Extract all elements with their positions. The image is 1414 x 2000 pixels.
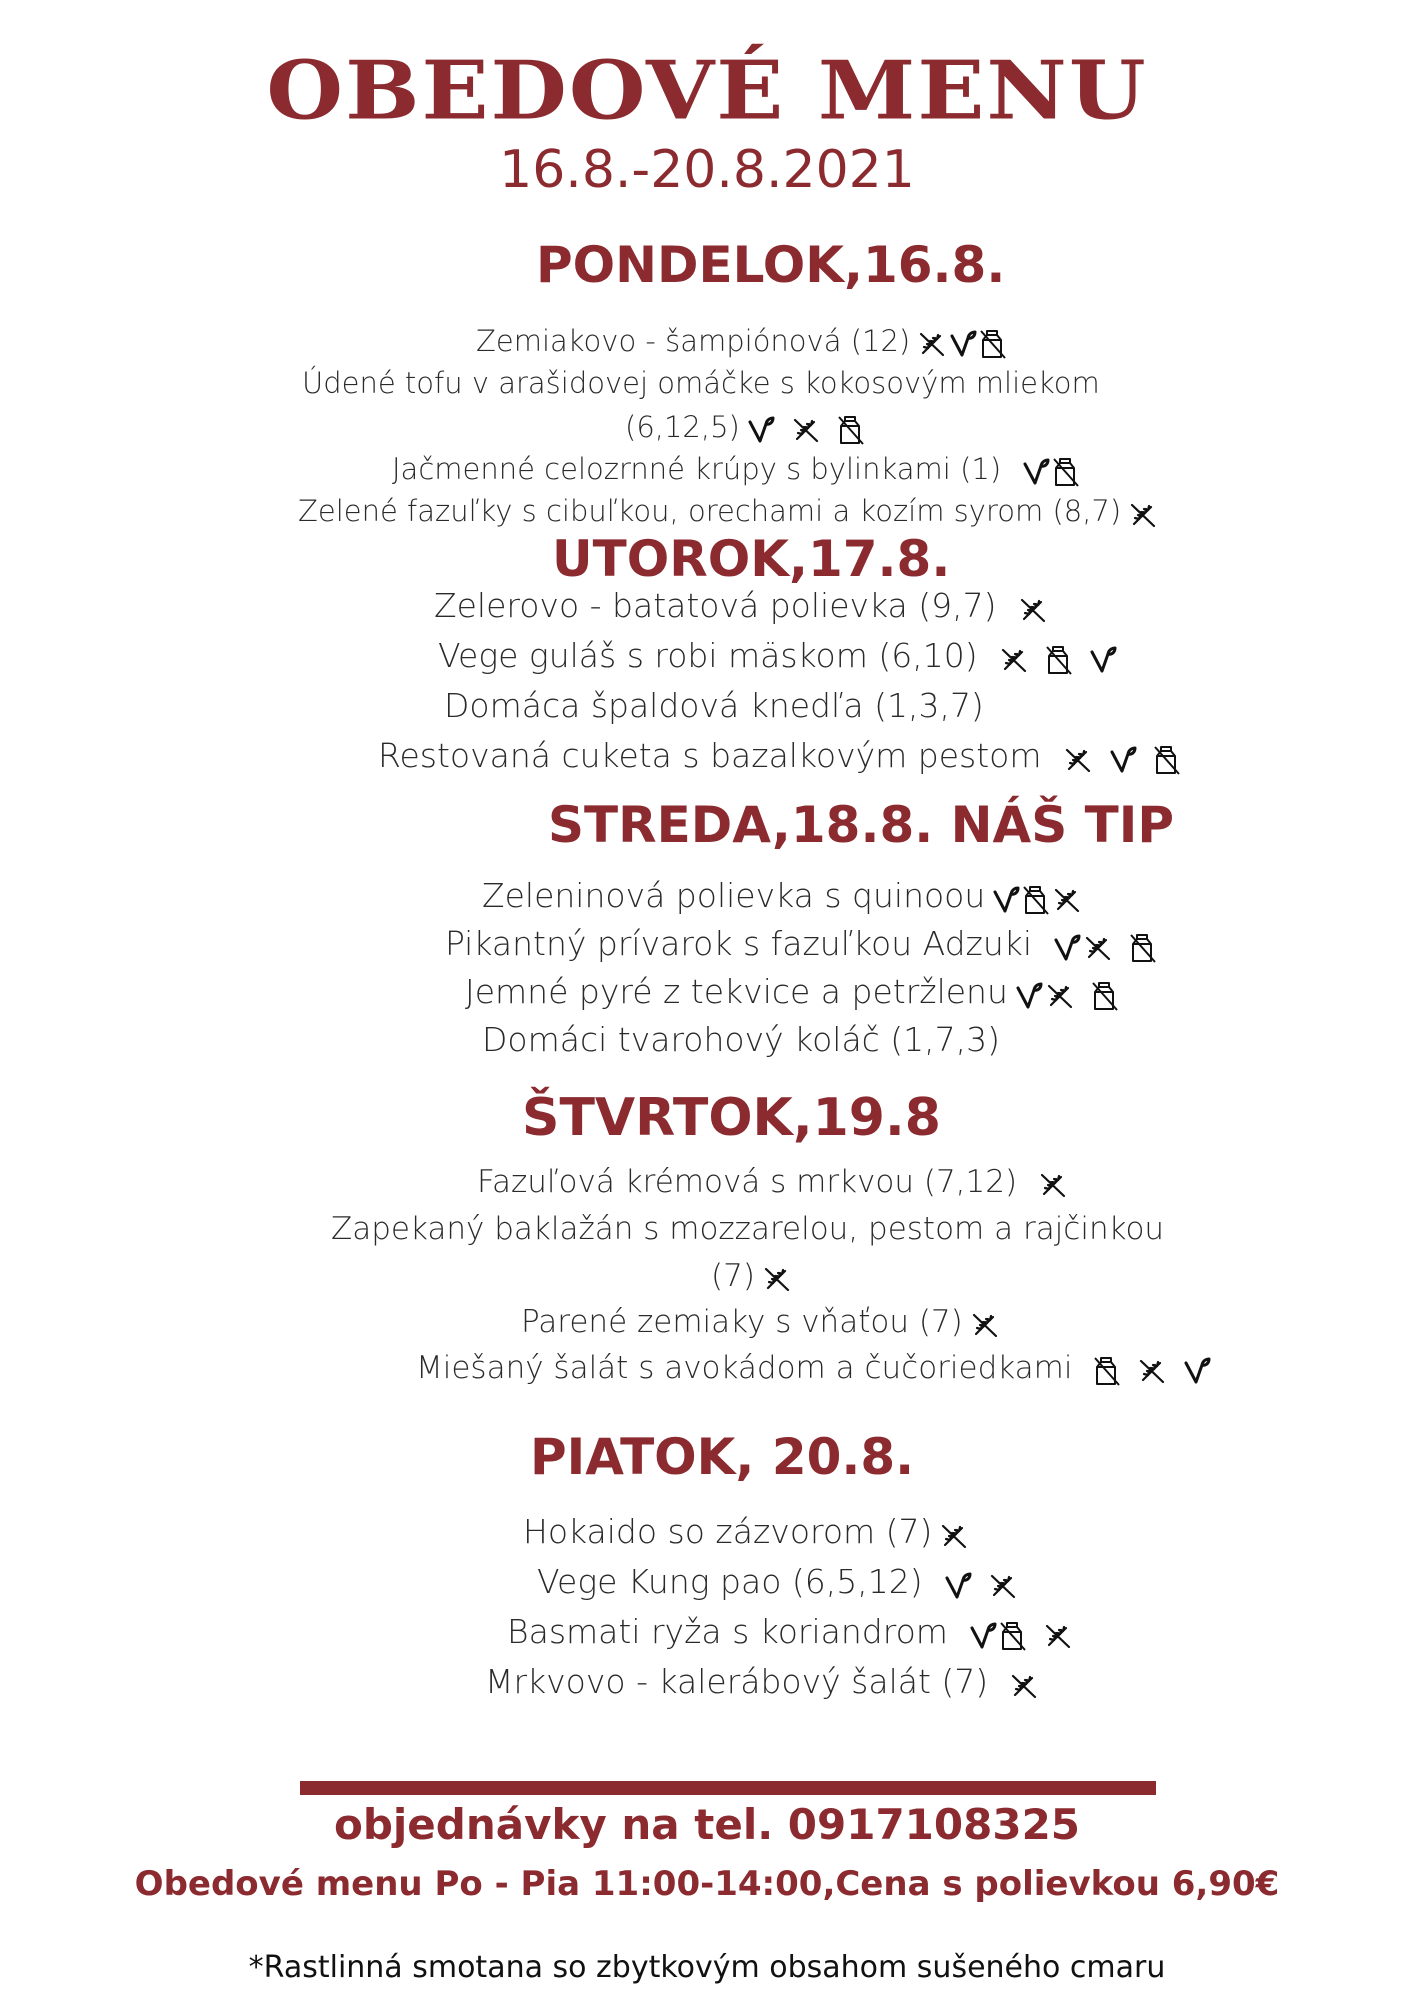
menu-item: [298, 494, 1159, 531]
menu-item: [378, 736, 1182, 777]
menu-item-text: Fazuľová krémová s mrkvou (7,12): [477, 1164, 1018, 1200]
menu-item-text: Miešaný šalát s avokádom a čučoriedkami: [416, 1350, 1073, 1386]
menu-item-text: Basmati ryža s koriandrom: [507, 1612, 948, 1651]
no-lactose-icon: [1152, 743, 1182, 777]
vegan-icon: [1014, 980, 1044, 1012]
no-gluten-icon: [1051, 884, 1083, 916]
no-lactose-icon: [998, 1619, 1028, 1653]
day-heading-thursday: ŠTVRTOK,19.8: [522, 1088, 941, 1148]
menu-item: [625, 410, 866, 447]
diet-icons: [1048, 738, 1182, 777]
order-phone: objednávky na tel. 0917108325: [333, 1800, 1081, 1849]
no-gluten-icon: [998, 644, 1030, 676]
footer-divider: [300, 1781, 1156, 1795]
no-gluten-icon: [1042, 1620, 1074, 1652]
no-lactose-icon: [1044, 643, 1074, 677]
menu-item: [416, 1350, 1212, 1388]
menu-item-text: Hokaido so zázvorom (7): [523, 1512, 933, 1551]
no-gluten-icon: [790, 414, 822, 446]
menu-item: [438, 636, 1118, 677]
no-gluten-icon: [1136, 1355, 1168, 1387]
diet-icons: [1127, 496, 1159, 531]
diet-icons: [1078, 1351, 1212, 1388]
diet-icons: [954, 1614, 1074, 1653]
vegan-icon: [1108, 744, 1138, 776]
vegan-icon: [746, 414, 776, 446]
menu-item-text: (6,12,5): [625, 410, 740, 444]
day-heading-tuesday: UTOROK,17.8.: [552, 530, 951, 588]
vegan-icon: [1021, 456, 1051, 488]
menu-item: Údené tofu v arašidovej omáčke s kokosovým mliekom: [302, 366, 1100, 400]
menu-item: [537, 1562, 1019, 1603]
menu-item: Domáca špaldová knedľa (1,3,7): [444, 686, 984, 725]
menu-item: [445, 924, 1158, 965]
date-range: 16.8.-20.8.2021: [499, 140, 915, 200]
menu-item: [476, 324, 1008, 361]
menu-item: [521, 1304, 1001, 1342]
menu-item-text: Zelerovo - batatová polievka (9,7): [434, 586, 997, 625]
vegan-icon: [1182, 1355, 1212, 1387]
no-gluten-icon: [761, 1263, 793, 1295]
no-lactose-icon: [1128, 931, 1158, 965]
no-gluten-icon: [1062, 744, 1094, 776]
menu-item-text: Vege Kung pao (6,5,12): [537, 1562, 923, 1601]
menu-item-text: Vege guláš s robi mäskom (6,10): [438, 636, 978, 675]
day-heading-friday: PIATOK, 20.8.: [530, 1428, 915, 1486]
diet-icons: [1003, 588, 1049, 627]
no-lactose-icon: [1090, 979, 1120, 1013]
menu-item: [507, 1612, 1074, 1653]
menu-item: [523, 1512, 970, 1553]
menu-item-text: Restovaná cuketa s bazalkovým pestom: [378, 736, 1042, 775]
diet-icons: [984, 638, 1118, 677]
diet-icons: [916, 325, 1008, 361]
menu-item: [392, 452, 1081, 489]
menu-item-text: Jačmenné celozrnné krúpy s bylinkami (1): [392, 452, 1002, 486]
no-gluten-icon: [1082, 932, 1114, 964]
menu-item: [434, 586, 1049, 627]
menu-item-text: Jemné pyré z tekvice a petržlenu: [465, 972, 1008, 1011]
menu-item: Domáci tvarohový koláč (1,7,3): [482, 1020, 1001, 1059]
footnote: *Rastlinná smotana so zbytkovým obsahom sušeného cmaru: [248, 1950, 1166, 1985]
no-lactose-icon: [836, 413, 866, 447]
menu-item-text: (7): [711, 1258, 755, 1294]
no-gluten-icon: [1044, 980, 1076, 1012]
no-gluten-icon: [969, 1309, 1001, 1341]
menu-item-text: Zelené fazuľky s cibuľkou, orechami a kozím syrom (8,7): [298, 494, 1122, 528]
diet-icons: [1014, 974, 1120, 1013]
vegan-icon: [968, 1620, 998, 1652]
no-gluten-icon: [916, 328, 948, 360]
diet-icons: [991, 878, 1083, 917]
no-lactose-icon: [1021, 883, 1051, 917]
diet-icons: [938, 1514, 970, 1553]
no-lactose-icon: [978, 327, 1008, 361]
menu-item: [465, 972, 1120, 1013]
menu-item: Zapekaný baklažán s mozzarelou, pestom a rajčinkou: [331, 1211, 1165, 1247]
day-heading-monday: PONDELOK,16.8.: [536, 236, 1006, 294]
diet-icons: [1038, 926, 1158, 965]
no-gluten-icon: [987, 1570, 1019, 1602]
diet-icons: [746, 411, 866, 447]
no-lactose-icon: [1051, 455, 1081, 489]
vegan-icon: [943, 1570, 973, 1602]
opening-hours-price: Obedové menu Po - Pia 11:00-14:00,Cena s polievkou 6,90€: [134, 1864, 1280, 1904]
no-gluten-icon: [1037, 1169, 1069, 1201]
menu-item-text: Zeleninová polievka s quinoou: [482, 876, 986, 915]
menu-item-text: Pikantný prívarok s fazuľkou Adzuki: [445, 924, 1033, 963]
day-heading-wednesday: STREDA,18.8. NÁŠ TIP: [548, 796, 1174, 854]
no-gluten-icon: [1008, 1670, 1040, 1702]
no-gluten-icon: [938, 1520, 970, 1552]
diet-icons: [761, 1260, 793, 1296]
menu-item: [485, 1662, 1040, 1703]
menu-item-text: Parené zemiaky s vňaťou (7): [521, 1304, 963, 1340]
no-lactose-icon: [1092, 1354, 1122, 1388]
menu-item-text: Mrkvovo - kalerábový šalát (7): [485, 1662, 989, 1701]
menu-item-text: Zemiakovo - šampiónová (12): [476, 324, 911, 358]
diet-icons: [1007, 453, 1081, 489]
menu-item: [711, 1258, 793, 1296]
menu-title: OBEDOVÉ MENU: [266, 42, 1148, 138]
diet-icons: [994, 1664, 1040, 1703]
no-gluten-icon: [1017, 594, 1049, 626]
diet-icons: [1023, 1166, 1069, 1202]
vegan-icon: [948, 328, 978, 360]
vegan-icon: [1088, 644, 1118, 676]
diet-icons: [929, 1564, 1019, 1603]
vegan-icon: [991, 884, 1021, 916]
vegan-icon: [1052, 932, 1082, 964]
diet-icons: [969, 1306, 1001, 1342]
menu-item: [482, 876, 1083, 917]
no-gluten-icon: [1127, 499, 1159, 531]
menu-item: [477, 1164, 1069, 1202]
